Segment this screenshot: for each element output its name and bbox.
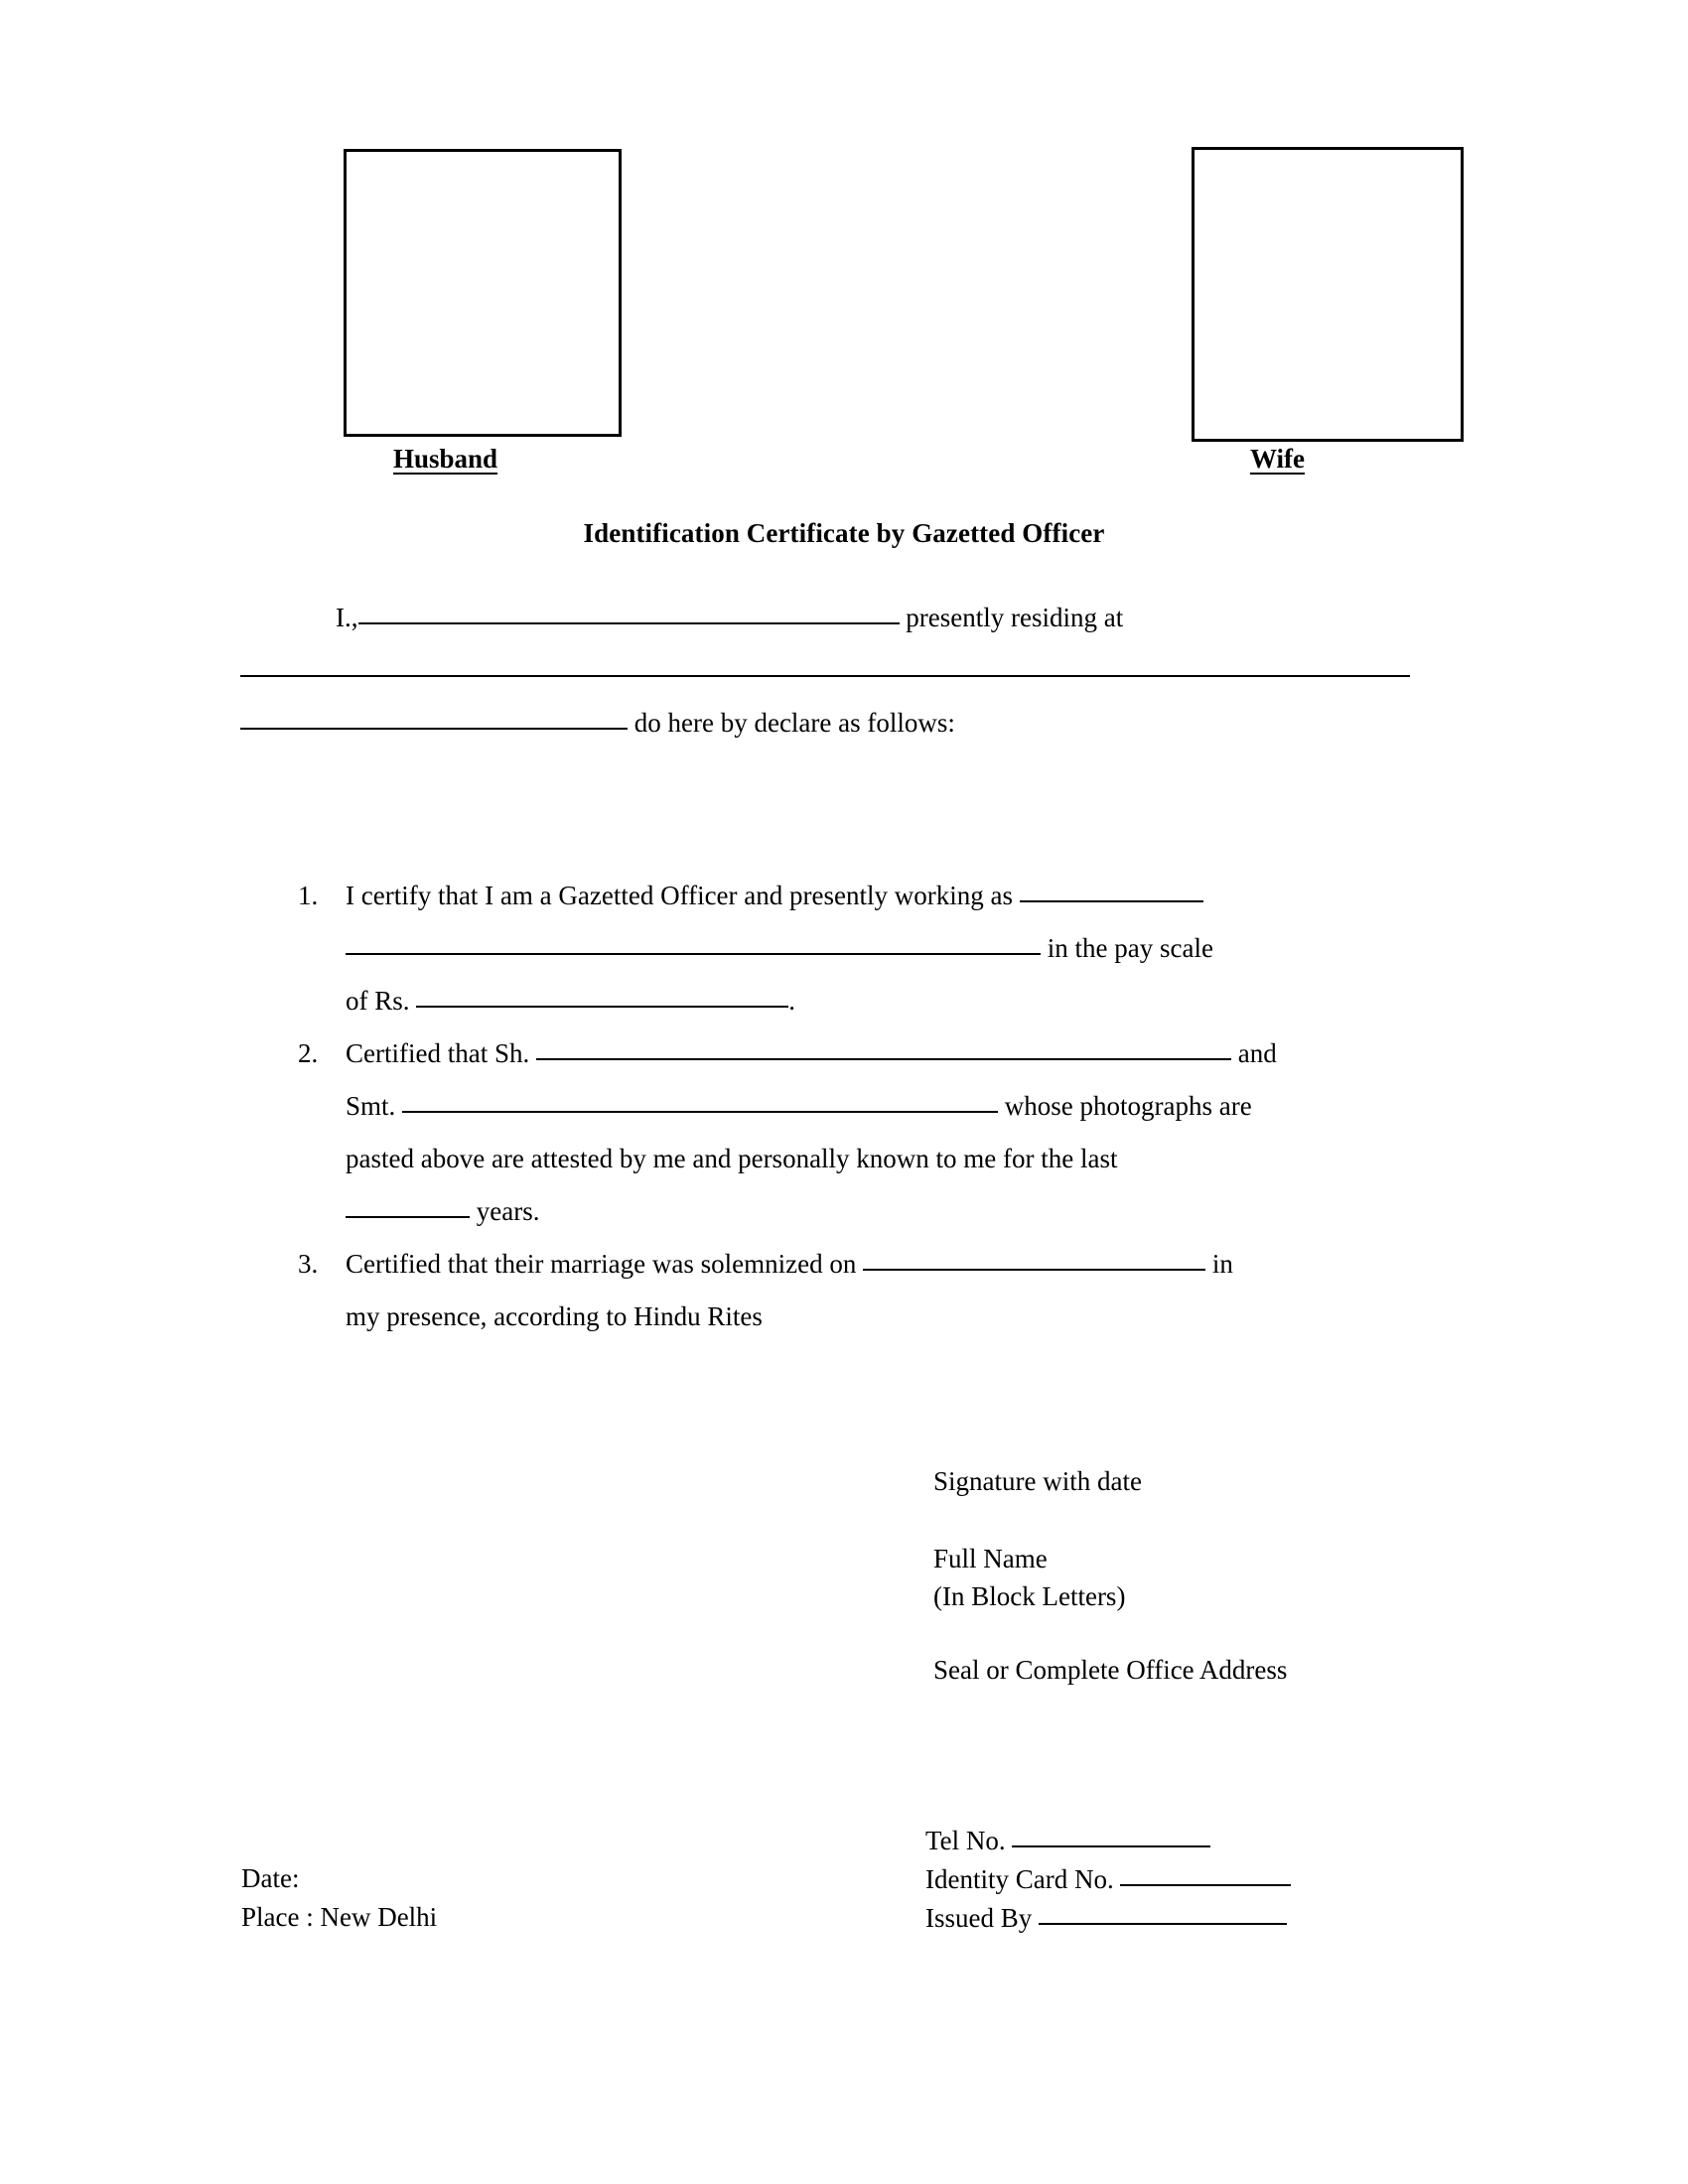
husband-photo-label: Husband [393, 444, 498, 474]
issued-by-row [925, 1899, 1291, 1938]
signature-with-date-label: Signature with date [933, 1466, 1142, 1496]
pay-scale-field[interactable] [416, 984, 788, 1008]
photo-row [0, 0, 1688, 496]
clause-2-sh-label: Certified that Sh. [346, 1038, 530, 1068]
intro-line-3 [240, 697, 1428, 750]
clause-2-and-label: and [1237, 1038, 1277, 1068]
place-label: Place : New Delhi [241, 1902, 438, 1932]
intro-residing-suffix: presently residing at [906, 603, 1124, 632]
clause-item-3 [240, 1238, 1428, 1343]
identity-card-field[interactable] [1120, 1862, 1291, 1886]
wife-photo-box[interactable] [1192, 147, 1464, 442]
intro-declare-suffix: do here by declare as follows: [633, 708, 955, 738]
date-label: Date: [241, 1863, 300, 1893]
husband-name-field[interactable] [536, 1036, 1231, 1060]
block-letters-hint: (In Block Letters) [933, 1581, 1126, 1611]
clause-2-line-3 [346, 1133, 1428, 1185]
page-title: Identification Certificate by Gazetted Officer [583, 518, 1105, 548]
signature-block [933, 1462, 1287, 1689]
post-detail-field[interactable] [346, 931, 1041, 955]
identity-card-row [925, 1860, 1291, 1899]
footer-right [925, 1822, 1291, 1938]
tel-no-field[interactable] [1012, 1824, 1210, 1847]
marriage-date-field[interactable] [863, 1247, 1205, 1271]
declaration-intro [240, 592, 1428, 750]
issued-by-field[interactable] [1039, 1901, 1287, 1925]
clause-1-line-2 [346, 922, 1428, 975]
intro-i-prefix: I., [336, 603, 358, 632]
seal-or-office-address-label: Seal or Complete Office Address [933, 1655, 1288, 1685]
known-years-field[interactable] [346, 1194, 470, 1218]
clause-1-line-1 [346, 870, 1428, 922]
issued-by-label: Issued By [925, 1903, 1033, 1933]
husband-photo-box[interactable] [344, 149, 622, 437]
clause-2-years-label: years. [476, 1196, 540, 1226]
signature-spacer-2 [933, 1615, 1287, 1651]
full-name-label: Full Name [933, 1544, 1048, 1573]
tel-no-label: Tel No. [925, 1826, 1006, 1855]
clause-number-2: 2. [298, 1038, 319, 1068]
declarant-address-field-2[interactable] [240, 706, 628, 730]
designation-field[interactable] [1020, 879, 1203, 902]
clause-1-of-rs-label: of Rs. [346, 986, 410, 1016]
clause-3-line-1 [346, 1238, 1428, 1291]
clause-number-3: 3. [298, 1249, 319, 1279]
clause-1-text-1: I certify that I am a Gazetted Officer and presently working as [346, 881, 1013, 910]
intro-line-2 [240, 644, 1428, 697]
wife-name-field[interactable] [402, 1089, 998, 1113]
clause-3-text-2: my presence, according to Hindu Rites [346, 1301, 763, 1331]
tel-no-row [925, 1822, 1291, 1860]
clause-list [240, 870, 1428, 1343]
clause-2-text-3: pasted above are attested by me and personally known to me for the last [346, 1144, 1118, 1173]
clause-1-period: . [788, 986, 796, 1016]
clause-2-line-1 [346, 1027, 1428, 1080]
clause-2-smt-label: Smt. [346, 1091, 396, 1121]
clause-2-line-4 [346, 1185, 1428, 1238]
wife-photo-label: Wife [1250, 444, 1305, 474]
clause-1-line-3 [346, 975, 1428, 1027]
signature-spacer-1 [933, 1500, 1287, 1540]
clause-3-text-1: Certified that their marriage was solemnized on [346, 1249, 857, 1279]
clause-item-2 [240, 1027, 1428, 1238]
declarant-name-field[interactable] [358, 601, 900, 624]
clause-1-text-2: in the pay scale [1047, 933, 1213, 963]
clause-2-photographs-label: whose photographs are [1004, 1091, 1252, 1121]
clause-number-1: 1. [298, 881, 319, 910]
identity-card-label: Identity Card No. [925, 1864, 1114, 1894]
footer-left [241, 1859, 437, 1937]
clause-2-line-2 [346, 1080, 1428, 1133]
clause-3-line-2 [346, 1291, 1428, 1343]
intro-line-1 [240, 592, 1428, 644]
declarant-address-field-1[interactable] [240, 653, 1410, 677]
clause-3-in-label: in [1211, 1249, 1233, 1279]
clause-item-1 [240, 870, 1428, 1027]
